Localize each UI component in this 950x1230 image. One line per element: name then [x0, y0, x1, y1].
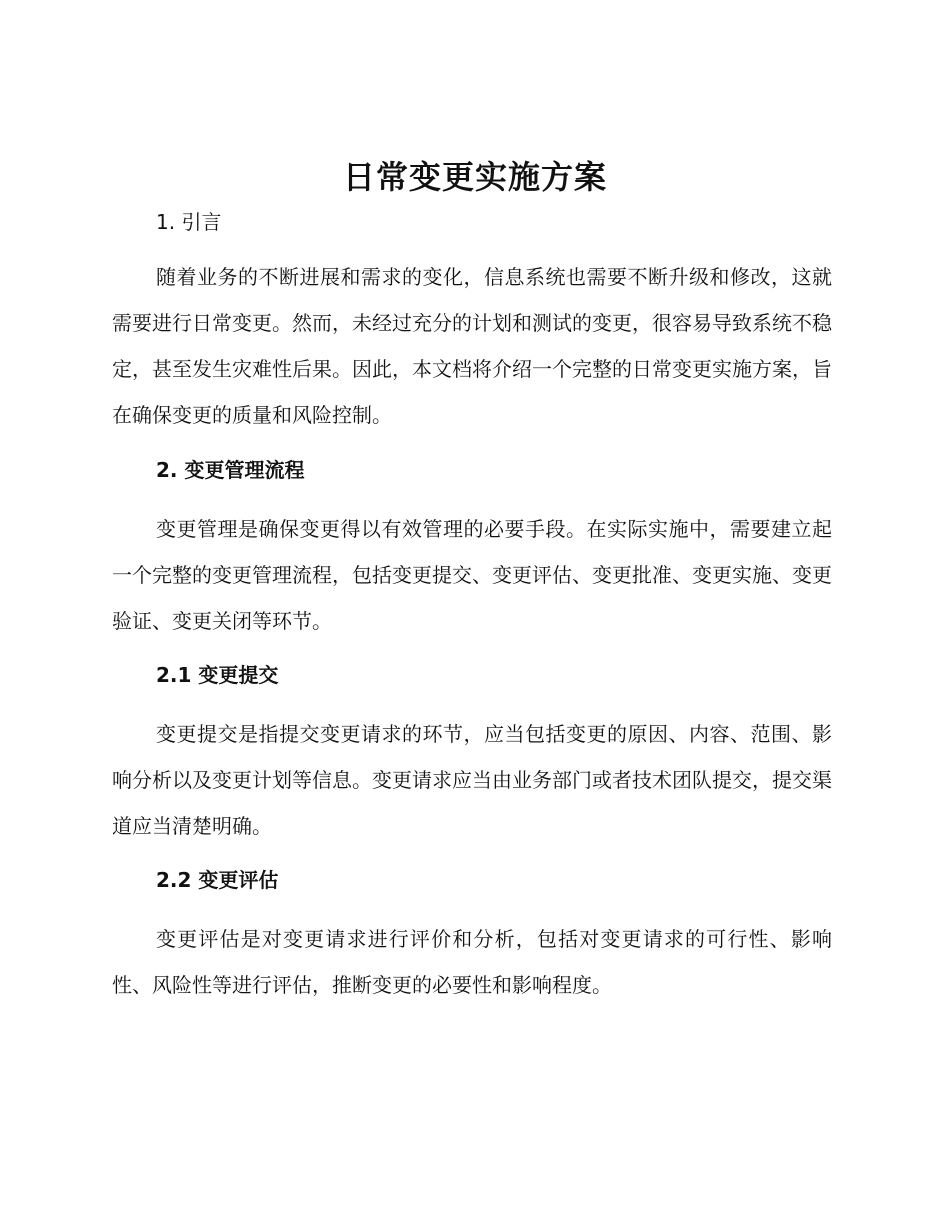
section-heading-change-management-process: 2. 变更管理流程 [156, 458, 305, 482]
section-heading-change-evaluation: 2.2 变更评估 [156, 868, 279, 892]
section-body-change-evaluation: 变更评估是对变更请求进行评价和分析，包括对变更请求的可行性、影响性、风险性等进行评估，推断变更的必要性和影响程度。 [112, 927, 832, 997]
section-body-change-submission: 变更提交是指提交变更请求的环节，应当包括变更的原因、内容、范围、影响分析以及变更计划等信息。变更请求应当由业务部门或者技术团队提交，提交渠道应当清楚明确。 [112, 722, 832, 838]
section-body-change-management-process: 变更管理是确保变更得以有效管理的必要手段。在实际实施中，需要建立起一个完整的变更管理流程，包括变更提交、变更评估、变更批准、变更实施、变更验证、变更关闭等环节。 [112, 517, 832, 633]
section-heading-change-submission: 2.1 变更提交 [156, 663, 279, 687]
document-title: 日常变更实施方案 [342, 158, 607, 196]
section-heading-introduction: 1. 引言 [156, 210, 222, 234]
section-body-introduction: 随着业务的不断进展和需求的变化，信息系统也需要不断升级和修改，这就需要进行日常变更。然而，未经过充分的计划和测试的变更，很容易导致系统不稳定，甚至发生灾难性后果。因此，本文档将介绍一个完整的日常变更实施方案，旨在确保变更的质量和风险控制。 [112, 265, 832, 427]
